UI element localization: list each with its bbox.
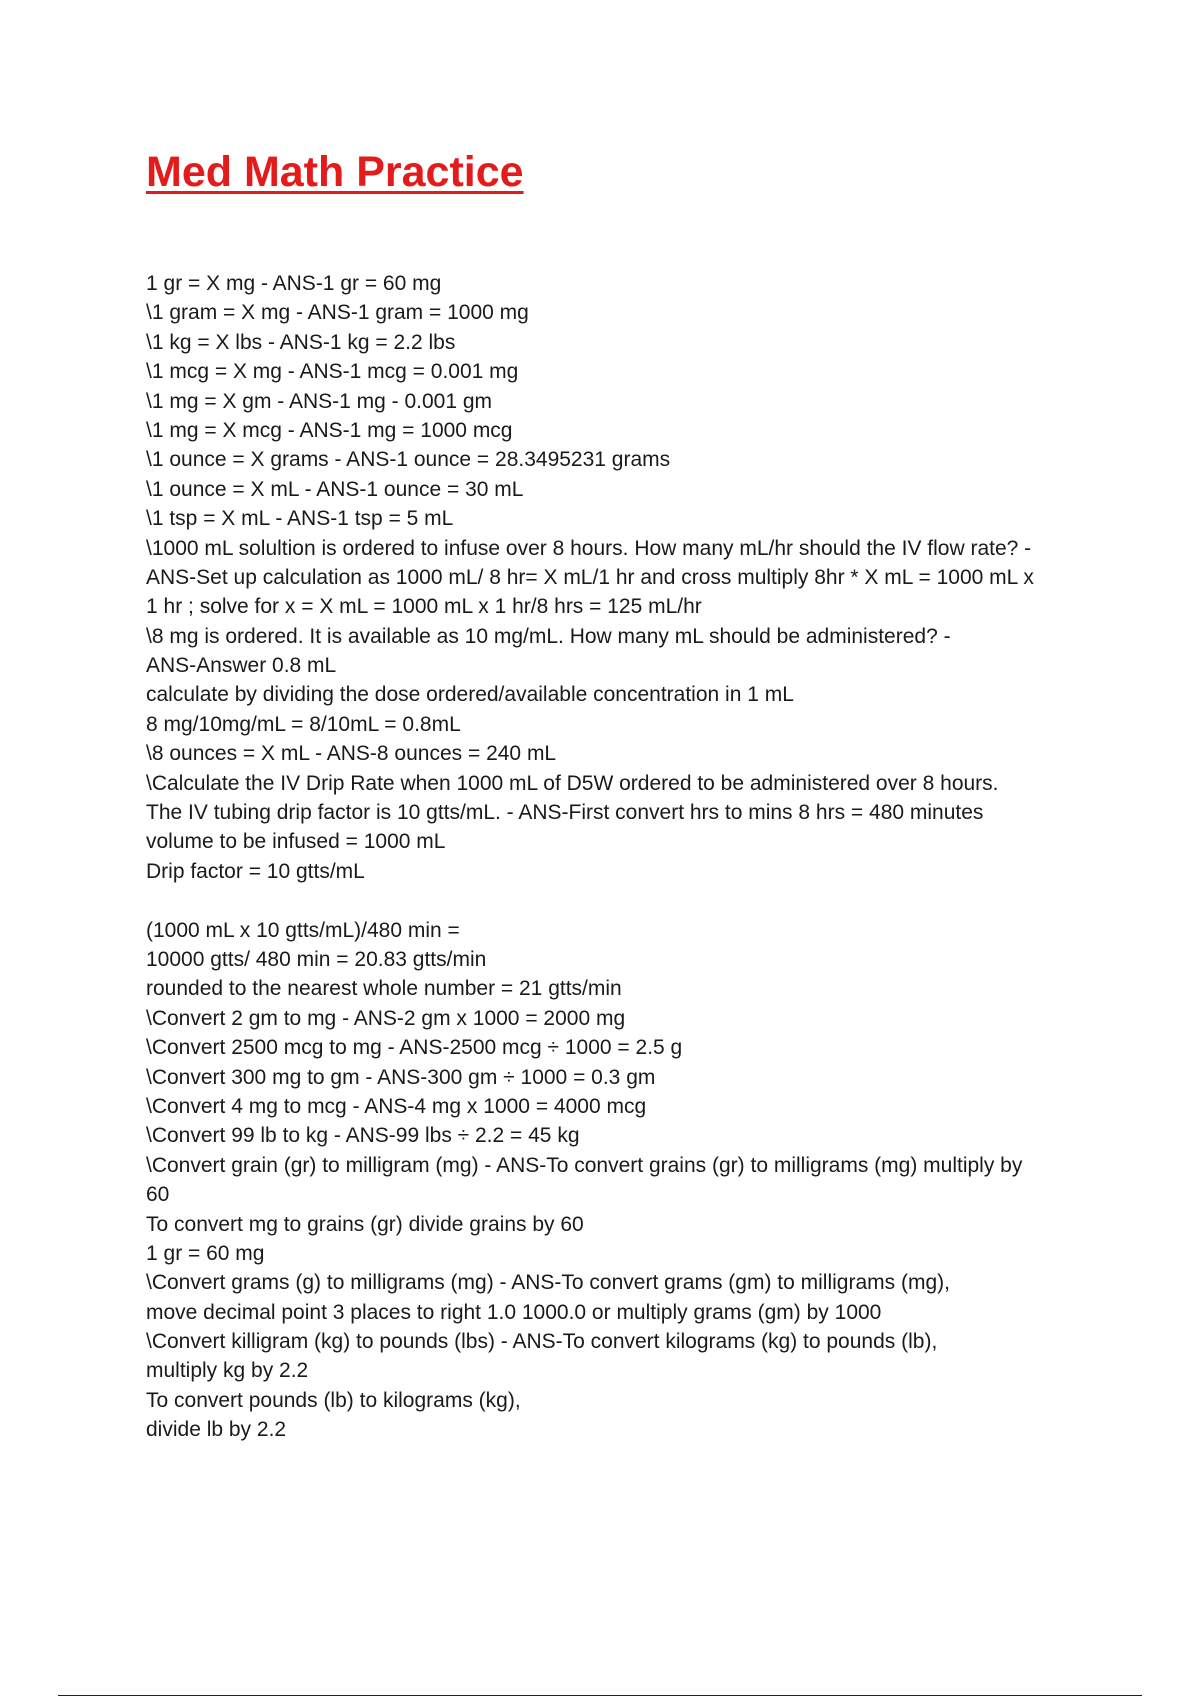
text-line: Drip factor = 10 gtts/mL: [146, 859, 365, 883]
text-line: \1000 mL solultion is ordered to infuse over 8 hours. How many mL/hr should the IV flow rate? -: [146, 536, 1032, 560]
text-line: \Convert 300 mg to gm - ANS-300 gm ÷ 1000 = 0.3 gm: [146, 1065, 656, 1089]
text-line: 1 hr ; solve for x = X mL = 1000 mL x 1 hr/8 hrs = 125 mL/hr: [146, 595, 702, 619]
text-line: volume to be infused = 1000 mL: [146, 830, 446, 854]
text-line: \Convert killigram (kg) to pounds (lbs) - ANS-To convert kilograms (kg) to pounds (lb),: [146, 1330, 938, 1354]
text-line: move decimal point 3 places to right 1.0 1000.0 or multiply grams (gm) by 1000: [146, 1300, 882, 1324]
text-line: ANS-Set up calculation as 1000 mL/ 8 hr= X mL/1 hr and cross multiply 8hr * X mL = 1000 mL x: [146, 565, 1034, 589]
text-line: \1 gram = X mg - ANS-1 gram = 1000 mg: [146, 301, 529, 325]
text-line: 1 gr = 60 mg: [146, 1241, 265, 1265]
text-line: \Convert grain (gr) to milligram (mg) - ANS-To convert grains (gr) to milligrams (mg) multiply by: [146, 1153, 1023, 1177]
text-line: \1 mg = X mcg - ANS-1 mg = 1000 mcg: [146, 418, 513, 442]
text-line: 8 mg/10mg/mL = 8/10mL = 0.8mL: [146, 712, 461, 736]
text-line: 1 gr = X mg - ANS-1 gr = 60 mg: [146, 272, 442, 295]
text-line: \1 tsp = X mL - ANS-1 tsp = 5 mL: [146, 507, 454, 531]
text-line: \Convert 2 gm to mg - ANS-2 gm x 1000 = 2000 mg: [146, 1006, 626, 1030]
text-line: calculate by dividing the dose ordered/available concentration in 1 mL: [146, 683, 794, 707]
text-line: \1 mcg = X mg - ANS-1 mcg = 0.001 mg: [146, 360, 519, 384]
text-line: \8 mg is ordered. It is available as 10 mg/mL. How many mL should be administered? -: [146, 624, 951, 648]
text-line: \Convert 4 mg to mcg - ANS-4 mg x 1000 = 4000 mcg: [146, 1094, 647, 1118]
page-title: Med Math Practice: [146, 148, 524, 196]
text-line: (1000 mL x 10 gtts/mL)/480 min =: [146, 918, 460, 942]
text-line: To convert mg to grains (gr) divide grains by 60: [146, 1212, 584, 1236]
text-line: \1 mg = X gm - ANS-1 mg - 0.001 gm: [146, 389, 493, 413]
footer-divider: [58, 1695, 1142, 1696]
text-line: divide lb by 2.2: [146, 1418, 287, 1442]
text-line: \Convert 2500 mcg to mg - ANS-2500 mcg ÷ 1000 = 2.5 g: [146, 1036, 683, 1060]
blank-line: [146, 886, 1096, 915]
text-line: \1 kg = X lbs - ANS-1 kg = 2.2 lbs: [146, 330, 456, 354]
text-line: 60: [146, 1183, 170, 1207]
text-line: \Calculate the IV Drip Rate when 1000 mL of D5W ordered to be administered over 8 hours.: [146, 771, 999, 795]
text-line: To convert pounds (lb) to kilograms (kg),: [146, 1388, 521, 1412]
text-line: rounded to the nearest whole number = 21 gtts/min: [146, 977, 622, 1001]
document-body: [146, 269, 1096, 1445]
text-line: 10000 gtts/ 480 min = 20.83 gtts/min: [146, 947, 487, 971]
text-line: The IV tubing drip factor is 10 gtts/mL. - ANS-First convert hrs to mins 8 hrs = 480 minutes: [146, 801, 984, 825]
text-line: ANS-Answer 0.8 mL: [146, 654, 337, 678]
text-line: \Convert grams (g) to milligrams (mg) - ANS-To convert grams (gm) to milligrams (mg),: [146, 1271, 950, 1295]
text-line: multiply kg by 2.2: [146, 1359, 309, 1383]
text-line: \Convert 99 lb to kg - ANS-99 lbs ÷ 2.2 = 45 kg: [146, 1124, 580, 1148]
text-line: \8 ounces = X mL - ANS-8 ounces = 240 mL: [146, 742, 557, 766]
text-line: \1 ounce = X mL - ANS-1 ounce = 30 mL: [146, 477, 524, 501]
text-line: \1 ounce = X grams - ANS-1 ounce = 28.3495231 grams: [146, 448, 671, 472]
